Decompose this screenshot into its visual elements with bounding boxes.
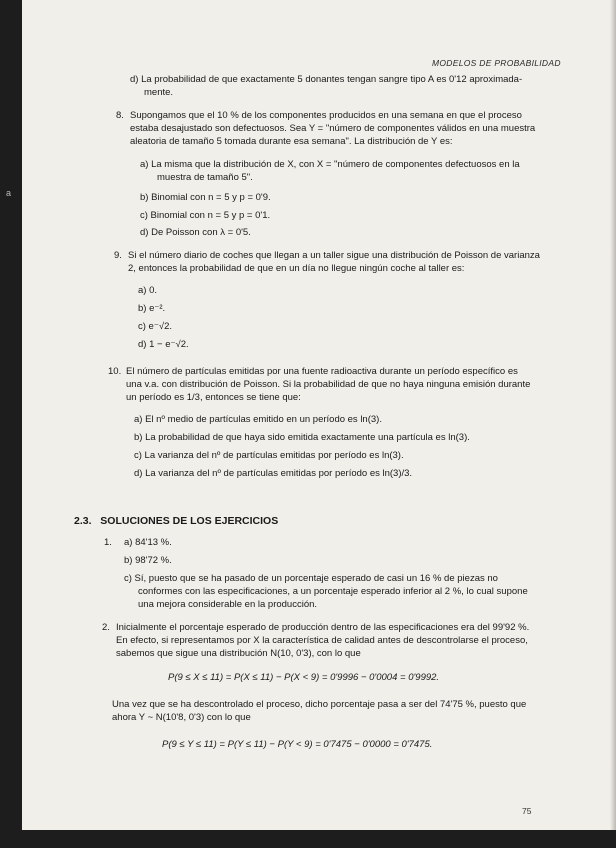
exercise-8-option-a1: a) La misma que la distribución de X, con X = "número de componentes defectuosos en la xyxy=(140,159,520,170)
document-page xyxy=(22,0,616,830)
exercise-10-option-a: a) El nº medio de partículas emitido en un período es ln(3). xyxy=(134,414,382,425)
exercise-8-option-c: c) Binomial con n = 5 y p = 0'1. xyxy=(140,210,271,221)
margin-mark: a xyxy=(6,188,12,198)
exercise-9-line2: 2, entonces la probabilidad de que en un día no llegue ningún coche al taller es: xyxy=(128,263,465,274)
solution-2-number: 2. xyxy=(102,622,110,633)
running-header: MODELOS DE PROBABILIDAD xyxy=(432,58,561,68)
solution-1-c-line3: una mejora considerable en la producción. xyxy=(138,599,318,610)
exercise-8-line1: Supongamos que el 10 % de los componentes producidos en una semana en que el proceso xyxy=(130,110,522,121)
exercise-8-number: 8. xyxy=(116,110,124,121)
solution-1-c-line1: c) Sí, puesto que se ha pasado de un porcentaje esperado de casi un 16 % de piezas no xyxy=(124,573,498,584)
exercise-10-option-b: b) La probabilidad de que haya sido emitida exactamente una partícula es ln(3). xyxy=(134,432,470,443)
exercise-8-line3: aleatoria de tamaño 5 tomada durante esa semana". La distribución de Y es: xyxy=(130,136,453,147)
prev-item-d-line1: d) La probabilidad de que exactamente 5 donantes tengan sangre tipo A es 0'12 aproximada- xyxy=(130,74,523,85)
exercise-9-option-c: c) e⁻√2. xyxy=(138,321,172,332)
solution-1-a: a) 84'13 %. xyxy=(124,537,172,548)
exercise-8-line2: estaba desajustado son defectuosos. Sea Y = "número de componentes válidos en una muestra xyxy=(130,123,536,134)
exercise-8-option-b: b) Binomial con n = 5 y p = 0'9. xyxy=(140,192,271,203)
exercise-9-option-b: b) e⁻². xyxy=(138,303,166,314)
page-edge-shadow xyxy=(610,0,616,830)
exercise-9-line1: Si el número diario de coches que llegan a un taller sigue una distribución de Poisson de varianza xyxy=(128,250,540,261)
prev-item-d-line2: mente. xyxy=(144,87,174,98)
exercise-8-option-d: d) De Poisson con λ = 0'5. xyxy=(140,227,251,238)
exercise-9-option-a: a) 0. xyxy=(138,285,158,296)
solution-1-number: 1. xyxy=(104,537,112,548)
solution-2-equation-1: P(9 ≤ X ≤ 11) = P(X ≤ 11) − P(X < 9) = 0'9996 − 0'0004 = 0'9992. xyxy=(168,672,440,683)
exercise-9-number: 9. xyxy=(114,250,122,261)
exercise-8-option-a2: muestra de tamaño 5". xyxy=(157,172,253,183)
exercise-10-option-d: d) La varianza del nº de partículas emitidas por período es ln(3)/3. xyxy=(134,468,413,479)
solution-2-line3: sabemos que sigue una distribución N(10, 0'3), con lo que xyxy=(116,648,361,659)
exercise-10-line1: El número de partículas emitidas por una fuente radioactiva durante un período específico es xyxy=(126,366,518,377)
solution-2-line4: Una vez que se ha descontrolado el proceso, dicho porcentaje pasa a ser del 74'75 %, puesto que xyxy=(112,699,527,710)
solution-2-line5: ahora Y ~ N(10'8, 0'3) con lo que xyxy=(112,712,251,723)
page-number: 75 xyxy=(522,806,532,816)
solution-2-equation-2: P(9 ≤ Y ≤ 11) = P(Y ≤ 11) − P(Y < 9) = 0'7475 − 0'0000 = 0'7475. xyxy=(162,739,433,750)
exercise-10-number: 10. xyxy=(108,366,122,377)
solution-1-b: b) 98'72 %. xyxy=(124,555,172,566)
section-heading xyxy=(74,515,278,527)
exercise-9-option-d: d) 1 − e⁻√2. xyxy=(138,339,189,350)
exercise-10-line3: un período es 1/3, entonces se tiene que: xyxy=(126,392,301,403)
solution-1-c-line2: conformes con las especificaciones, a un porcentaje esperado inferior al 2 %, lo cual supone xyxy=(138,586,528,597)
section-number: 2.3. xyxy=(74,515,92,527)
solution-2-line2: En efecto, si representamos por X la característica de calidad antes de descontrolarse el proceso, xyxy=(116,635,528,646)
exercise-10-option-c: c) La varianza del nº de partículas emitidas por período es ln(3). xyxy=(134,450,404,461)
solution-2-line1: Inicialmente el porcentaje esperado de producción dentro de las especificaciones era del 99'92 %. xyxy=(116,622,530,633)
exercise-10-line2: una v.a. con distribución de Poisson. Si la probabilidad de que no haya ninguna emisión durante xyxy=(126,379,531,390)
section-title: SOLUCIONES DE LOS EJERCICIOS xyxy=(100,515,279,527)
